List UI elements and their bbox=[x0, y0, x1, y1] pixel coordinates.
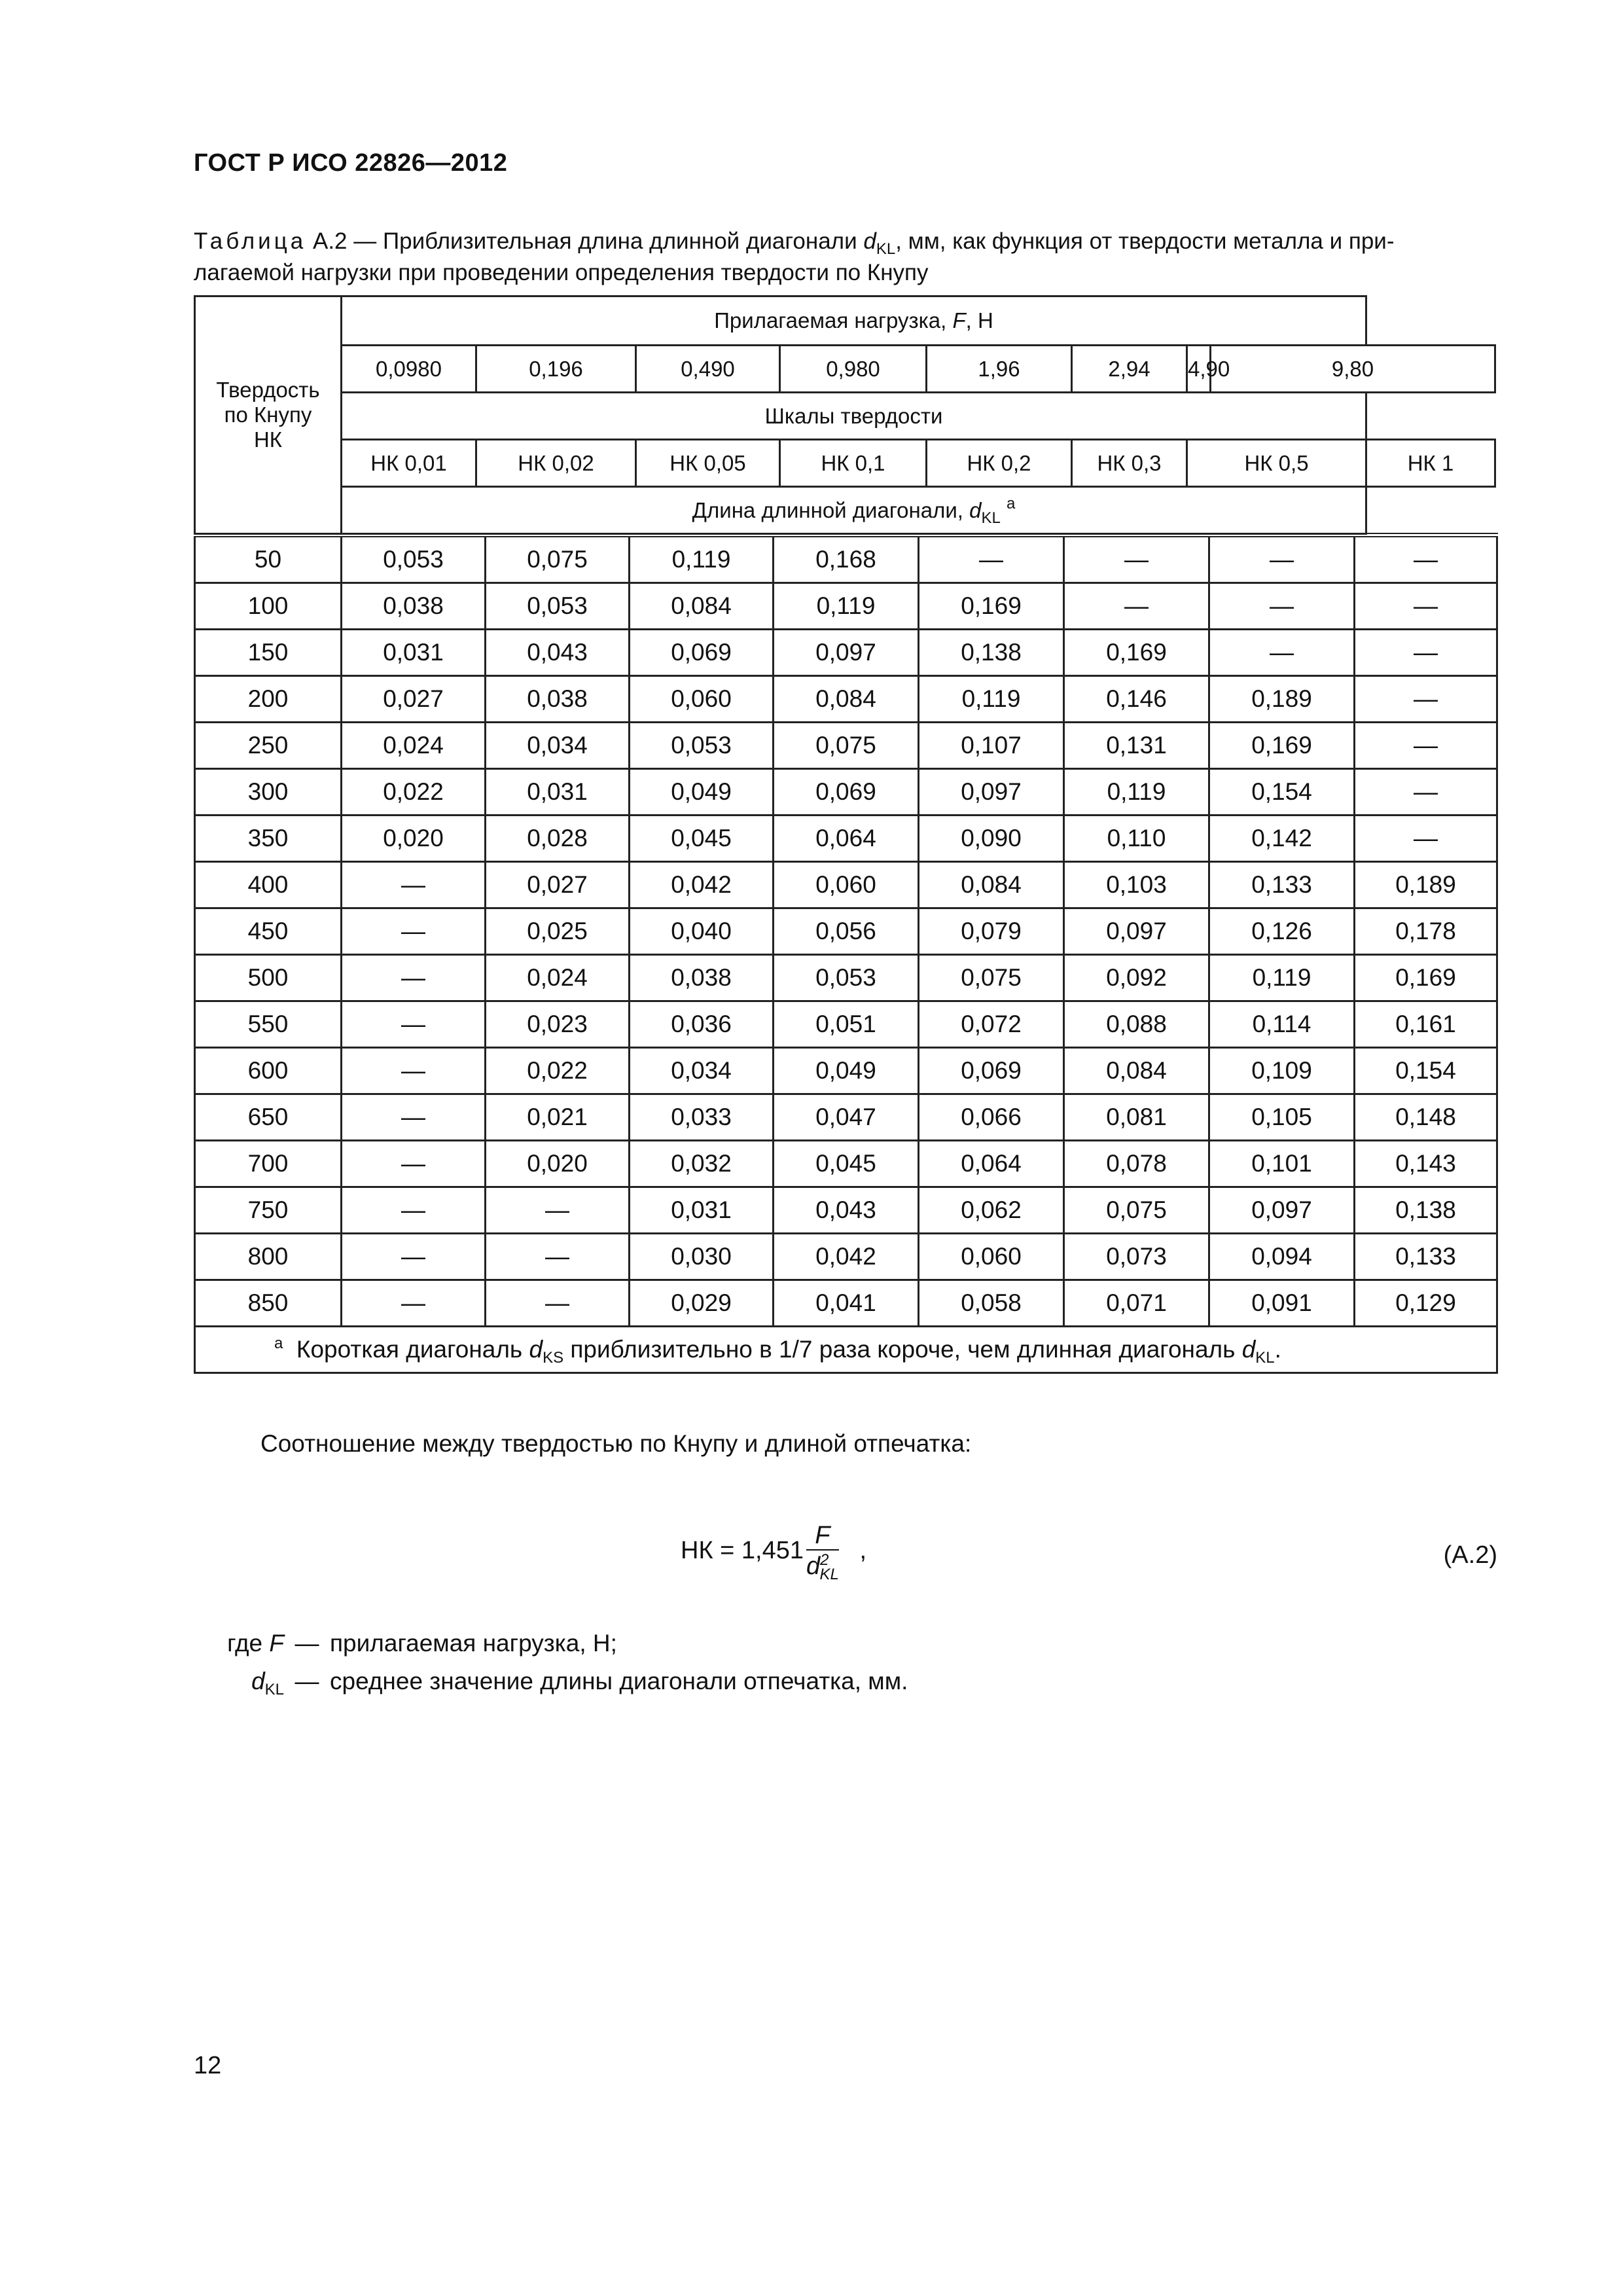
formula-lhs: НК = 1,451 bbox=[681, 1537, 804, 1565]
page-number: 12 bbox=[194, 2052, 222, 2079]
value-cell: 0,040 bbox=[630, 908, 774, 955]
value-cell: 0,060 bbox=[630, 676, 774, 723]
value-cell: 0,138 bbox=[919, 630, 1064, 676]
value-cell: 0,097 bbox=[919, 769, 1064, 816]
value-cell: 0,032 bbox=[630, 1141, 774, 1187]
value-cell: — bbox=[1355, 723, 1497, 769]
value-cell: 0,075 bbox=[486, 535, 630, 583]
value-cell: 0,056 bbox=[774, 908, 919, 955]
value-cell: — bbox=[342, 1048, 486, 1094]
value-cell: — bbox=[486, 1234, 630, 1280]
table-caption bbox=[194, 226, 1496, 289]
formula-fraction: $\frac{F}{d^2_{KL}}$ bbox=[806, 1522, 839, 1583]
where-row: $d_{KL}$ — среднее значение длины диагонали отпечатка, мм. bbox=[251, 1668, 908, 1698]
ratio-text: Соотношение между твердостью по Кнупу и длиной отпечатка: bbox=[260, 1430, 972, 1457]
caption-text: Приблизительная длина длинной диагонали bbox=[382, 228, 864, 254]
where-row: где F — прилагаемая нагрузка, Н; bbox=[227, 1630, 617, 1657]
value-cell: 0,075 bbox=[774, 723, 919, 769]
value-cell: 0,154 bbox=[1355, 1048, 1497, 1094]
hardness-cell: 50 bbox=[195, 535, 342, 583]
value-cell: 0,043 bbox=[486, 630, 630, 676]
load-cell: 4,90 bbox=[1187, 346, 1211, 393]
value-cell: 0,097 bbox=[1209, 1187, 1355, 1234]
table-row bbox=[195, 1234, 1497, 1280]
value-cell: 0,053 bbox=[630, 723, 774, 769]
value-cell: 0,060 bbox=[919, 1234, 1064, 1280]
value-cell: 0,072 bbox=[919, 1001, 1064, 1048]
value-cell: 0,020 bbox=[342, 816, 486, 862]
table-row bbox=[195, 955, 1497, 1001]
value-cell: 0,129 bbox=[1355, 1280, 1497, 1327]
value-cell: 0,084 bbox=[1064, 1048, 1209, 1094]
value-cell: 0,036 bbox=[630, 1001, 774, 1048]
value-cell: 0,022 bbox=[342, 769, 486, 816]
caption-symbol-sub: KL bbox=[876, 240, 896, 258]
value-cell: 0,119 bbox=[630, 535, 774, 583]
hardness-cell: 650 bbox=[195, 1094, 342, 1141]
value-cell: — bbox=[1355, 676, 1497, 723]
value-cell: 0,189 bbox=[1209, 676, 1355, 723]
value-cell: — bbox=[1355, 630, 1497, 676]
value-cell: 0,071 bbox=[1064, 1280, 1209, 1327]
hardness-cell: 800 bbox=[195, 1234, 342, 1280]
hardness-cell: 700 bbox=[195, 1141, 342, 1187]
value-cell: 0,148 bbox=[1355, 1094, 1497, 1141]
load-cell: 0,980 bbox=[780, 346, 927, 393]
value-cell: 0,133 bbox=[1355, 1234, 1497, 1280]
value-cell: 0,038 bbox=[630, 955, 774, 1001]
row-header-line: Твердость bbox=[216, 378, 320, 402]
scale-cell: НК 0,2 bbox=[927, 440, 1072, 487]
hardness-cell: 450 bbox=[195, 908, 342, 955]
value-cell: 0,094 bbox=[1209, 1234, 1355, 1280]
value-cell: 0,119 bbox=[919, 676, 1064, 723]
scale-cell: НК 1 bbox=[1366, 440, 1495, 487]
value-cell: 0,024 bbox=[342, 723, 486, 769]
where-text: прилагаемая нагрузка, Н; bbox=[330, 1630, 617, 1657]
value-cell: 0,033 bbox=[630, 1094, 774, 1141]
value-cell: — bbox=[1355, 816, 1497, 862]
formula-comma: , bbox=[859, 1537, 867, 1565]
value-cell: 0,027 bbox=[342, 676, 486, 723]
value-cell: 0,066 bbox=[919, 1094, 1064, 1141]
value-cell: 0,028 bbox=[486, 816, 630, 862]
value-cell: 0,142 bbox=[1209, 816, 1355, 862]
value-cell: 0,084 bbox=[774, 676, 919, 723]
value-cell: 0,107 bbox=[919, 723, 1064, 769]
value-cell: 0,101 bbox=[1209, 1141, 1355, 1187]
value-cell: 0,138 bbox=[1355, 1187, 1497, 1234]
where-block bbox=[194, 1630, 908, 1706]
value-cell: 0,169 bbox=[1355, 955, 1497, 1001]
value-cell: 0,062 bbox=[919, 1187, 1064, 1234]
equation-number: (А.2) bbox=[1443, 1541, 1497, 1569]
value-cell: 0,030 bbox=[630, 1234, 774, 1280]
value-cell: 0,084 bbox=[630, 583, 774, 630]
value-cell: 0,119 bbox=[774, 583, 919, 630]
hardness-cell: 300 bbox=[195, 769, 342, 816]
value-cell: 0,097 bbox=[774, 630, 919, 676]
hardness-cell: 250 bbox=[195, 723, 342, 769]
value-cell: 0,088 bbox=[1064, 1001, 1209, 1048]
value-cell: 0,031 bbox=[486, 769, 630, 816]
hardness-cell: 600 bbox=[195, 1048, 342, 1094]
value-cell: 0,178 bbox=[1355, 908, 1497, 955]
value-cell: 0,049 bbox=[630, 769, 774, 816]
value-cell: 0,126 bbox=[1209, 908, 1355, 955]
load-cell: 0,196 bbox=[476, 346, 636, 393]
scale-cell: НК 0,01 bbox=[342, 440, 476, 487]
value-cell: — bbox=[486, 1280, 630, 1327]
value-cell: — bbox=[342, 1280, 486, 1327]
value-cell: — bbox=[1209, 583, 1355, 630]
table-row bbox=[195, 723, 1497, 769]
load-header: Прилагаемая нагрузка, F, Н bbox=[342, 296, 1366, 346]
value-cell: 0,045 bbox=[774, 1141, 919, 1187]
where-text: среднее значение длины диагонали отпечатка, мм. bbox=[330, 1668, 908, 1695]
value-cell: 0,103 bbox=[1064, 862, 1209, 908]
scale-cell: НК 0,05 bbox=[636, 440, 780, 487]
table-footnote: $^a$ Короткая диагональ $d_{KS}$ приблизительно в 1/7 раза короче, чем длинная диагональ $d_{KL}$. bbox=[195, 1327, 1497, 1373]
document-header: ГОСТ Р ИСО 22826—2012 bbox=[194, 149, 508, 177]
value-cell: 0,049 bbox=[774, 1048, 919, 1094]
value-cell: 0,169 bbox=[1064, 630, 1209, 676]
value-cell: 0,045 bbox=[630, 816, 774, 862]
value-cell: 0,027 bbox=[486, 862, 630, 908]
hardness-cell: 500 bbox=[195, 955, 342, 1001]
value-cell: — bbox=[342, 1141, 486, 1187]
value-cell: 0,053 bbox=[342, 535, 486, 583]
value-cell: 0,090 bbox=[919, 816, 1064, 862]
value-cell: — bbox=[1355, 769, 1497, 816]
value-cell: 0,042 bbox=[774, 1234, 919, 1280]
value-cell: 0,064 bbox=[774, 816, 919, 862]
hardness-cell: 400 bbox=[195, 862, 342, 908]
table-row bbox=[195, 676, 1497, 723]
table-row bbox=[195, 1141, 1497, 1187]
load-cell: 0,0980 bbox=[342, 346, 476, 393]
value-cell: — bbox=[1355, 583, 1497, 630]
value-cell: — bbox=[1355, 535, 1497, 583]
hardness-cell: 100 bbox=[195, 583, 342, 630]
length-header: Длина длинной диагонали, $d_{KL}$ $^a$ bbox=[342, 487, 1366, 534]
value-cell: — bbox=[342, 908, 486, 955]
hardness-cell: 350 bbox=[195, 816, 342, 862]
value-cell: — bbox=[342, 1234, 486, 1280]
value-cell: 0,084 bbox=[919, 862, 1064, 908]
value-cell: 0,022 bbox=[486, 1048, 630, 1094]
value-cell: — bbox=[486, 1187, 630, 1234]
value-cell: 0,047 bbox=[774, 1094, 919, 1141]
value-cell: 0,114 bbox=[1209, 1001, 1355, 1048]
formula bbox=[681, 1522, 866, 1594]
data-table bbox=[194, 533, 1498, 1374]
table-row bbox=[195, 1187, 1497, 1234]
table-row bbox=[195, 769, 1497, 816]
caption-number: А.2 — bbox=[312, 228, 377, 254]
value-cell: — bbox=[342, 1187, 486, 1234]
table-row bbox=[195, 816, 1497, 862]
caption-label: Таблица bbox=[194, 228, 307, 254]
value-cell: 0,119 bbox=[1209, 955, 1355, 1001]
caption-text-end: , мм, как функция от твердости металла и при- bbox=[895, 228, 1395, 254]
table-row bbox=[195, 1094, 1497, 1141]
value-cell: 0,075 bbox=[1064, 1187, 1209, 1234]
table-row bbox=[195, 630, 1497, 676]
value-cell: 0,119 bbox=[1064, 769, 1209, 816]
value-cell: 0,110 bbox=[1064, 816, 1209, 862]
value-cell: 0,034 bbox=[630, 1048, 774, 1094]
table-row bbox=[195, 908, 1497, 955]
value-cell: 0,073 bbox=[1064, 1234, 1209, 1280]
table-row bbox=[195, 1001, 1497, 1048]
value-cell: 0,024 bbox=[486, 955, 630, 1001]
value-cell: 0,078 bbox=[1064, 1141, 1209, 1187]
value-cell: 0,069 bbox=[774, 769, 919, 816]
value-cell: 0,023 bbox=[486, 1001, 630, 1048]
row-header-line: НК bbox=[253, 427, 283, 452]
table-row bbox=[195, 535, 1497, 583]
value-cell: 0,131 bbox=[1064, 723, 1209, 769]
value-cell: 0,034 bbox=[486, 723, 630, 769]
value-cell: 0,064 bbox=[919, 1141, 1064, 1187]
value-cell: 0,029 bbox=[630, 1280, 774, 1327]
table-row bbox=[195, 1048, 1497, 1094]
load-cell: 1,96 bbox=[927, 346, 1072, 393]
hardness-cell: 150 bbox=[195, 630, 342, 676]
value-cell: 0,038 bbox=[342, 583, 486, 630]
value-cell: 0,079 bbox=[919, 908, 1064, 955]
table-row bbox=[195, 1280, 1497, 1327]
value-cell: 0,053 bbox=[486, 583, 630, 630]
scales-header: Шкалы твердости bbox=[342, 393, 1366, 440]
value-cell: 0,021 bbox=[486, 1094, 630, 1141]
scale-cell: НК 0,02 bbox=[476, 440, 636, 487]
value-cell: 0,051 bbox=[774, 1001, 919, 1048]
table-row bbox=[195, 862, 1497, 908]
hardness-cell: 550 bbox=[195, 1001, 342, 1048]
row-header-line: по Кнупу bbox=[224, 403, 312, 427]
value-cell: 0,075 bbox=[919, 955, 1064, 1001]
value-cell: 0,169 bbox=[1209, 723, 1355, 769]
value-cell: 0,146 bbox=[1064, 676, 1209, 723]
load-cell: 2,94 bbox=[1072, 346, 1187, 393]
hardness-cell: 850 bbox=[195, 1280, 342, 1327]
value-cell: 0,038 bbox=[486, 676, 630, 723]
hardness-cell: 200 bbox=[195, 676, 342, 723]
value-cell: 0,053 bbox=[774, 955, 919, 1001]
load-cell: 0,490 bbox=[636, 346, 780, 393]
value-cell: 0,031 bbox=[342, 630, 486, 676]
value-cell: 0,069 bbox=[919, 1048, 1064, 1094]
hardness-cell: 750 bbox=[195, 1187, 342, 1234]
value-cell: 0,154 bbox=[1209, 769, 1355, 816]
value-cell: — bbox=[919, 535, 1064, 583]
value-cell: 0,133 bbox=[1209, 862, 1355, 908]
load-cell: 9,80 bbox=[1211, 346, 1495, 393]
value-cell: — bbox=[342, 955, 486, 1001]
value-cell: 0,168 bbox=[774, 535, 919, 583]
value-cell: — bbox=[1209, 535, 1355, 583]
value-cell: — bbox=[342, 862, 486, 908]
table-row bbox=[195, 583, 1497, 630]
value-cell: 0,161 bbox=[1355, 1001, 1497, 1048]
value-cell: 0,081 bbox=[1064, 1094, 1209, 1141]
value-cell: 0,058 bbox=[919, 1280, 1064, 1327]
value-cell: 0,043 bbox=[774, 1187, 919, 1234]
value-cell: 0,020 bbox=[486, 1141, 630, 1187]
caption-symbol: d bbox=[863, 228, 876, 254]
caption-line2: лагаемой нагрузки при проведении определения твердости по Кнупу bbox=[194, 260, 929, 285]
value-cell: — bbox=[342, 1094, 486, 1141]
row-header-cell bbox=[195, 296, 342, 534]
value-cell: 0,109 bbox=[1209, 1048, 1355, 1094]
value-cell: — bbox=[1064, 535, 1209, 583]
value-cell: 0,097 bbox=[1064, 908, 1209, 955]
value-cell: 0,060 bbox=[774, 862, 919, 908]
value-cell: — bbox=[1209, 630, 1355, 676]
value-cell: — bbox=[342, 1001, 486, 1048]
value-cell: 0,143 bbox=[1355, 1141, 1497, 1187]
value-cell: 0,169 bbox=[919, 583, 1064, 630]
value-cell: 0,189 bbox=[1355, 862, 1497, 908]
value-cell: 0,092 bbox=[1064, 955, 1209, 1001]
value-cell: 0,025 bbox=[486, 908, 630, 955]
value-cell: 0,041 bbox=[774, 1280, 919, 1327]
scale-cell: НК 0,3 bbox=[1072, 440, 1187, 487]
scale-cell: НК 0,5 bbox=[1187, 440, 1366, 487]
value-cell: 0,091 bbox=[1209, 1280, 1355, 1327]
value-cell: — bbox=[1064, 583, 1209, 630]
value-cell: 0,031 bbox=[630, 1187, 774, 1234]
value-cell: 0,105 bbox=[1209, 1094, 1355, 1141]
table-header bbox=[194, 295, 1496, 535]
scale-cell: НК 0,1 bbox=[780, 440, 927, 487]
value-cell: 0,042 bbox=[630, 862, 774, 908]
value-cell: 0,069 bbox=[630, 630, 774, 676]
